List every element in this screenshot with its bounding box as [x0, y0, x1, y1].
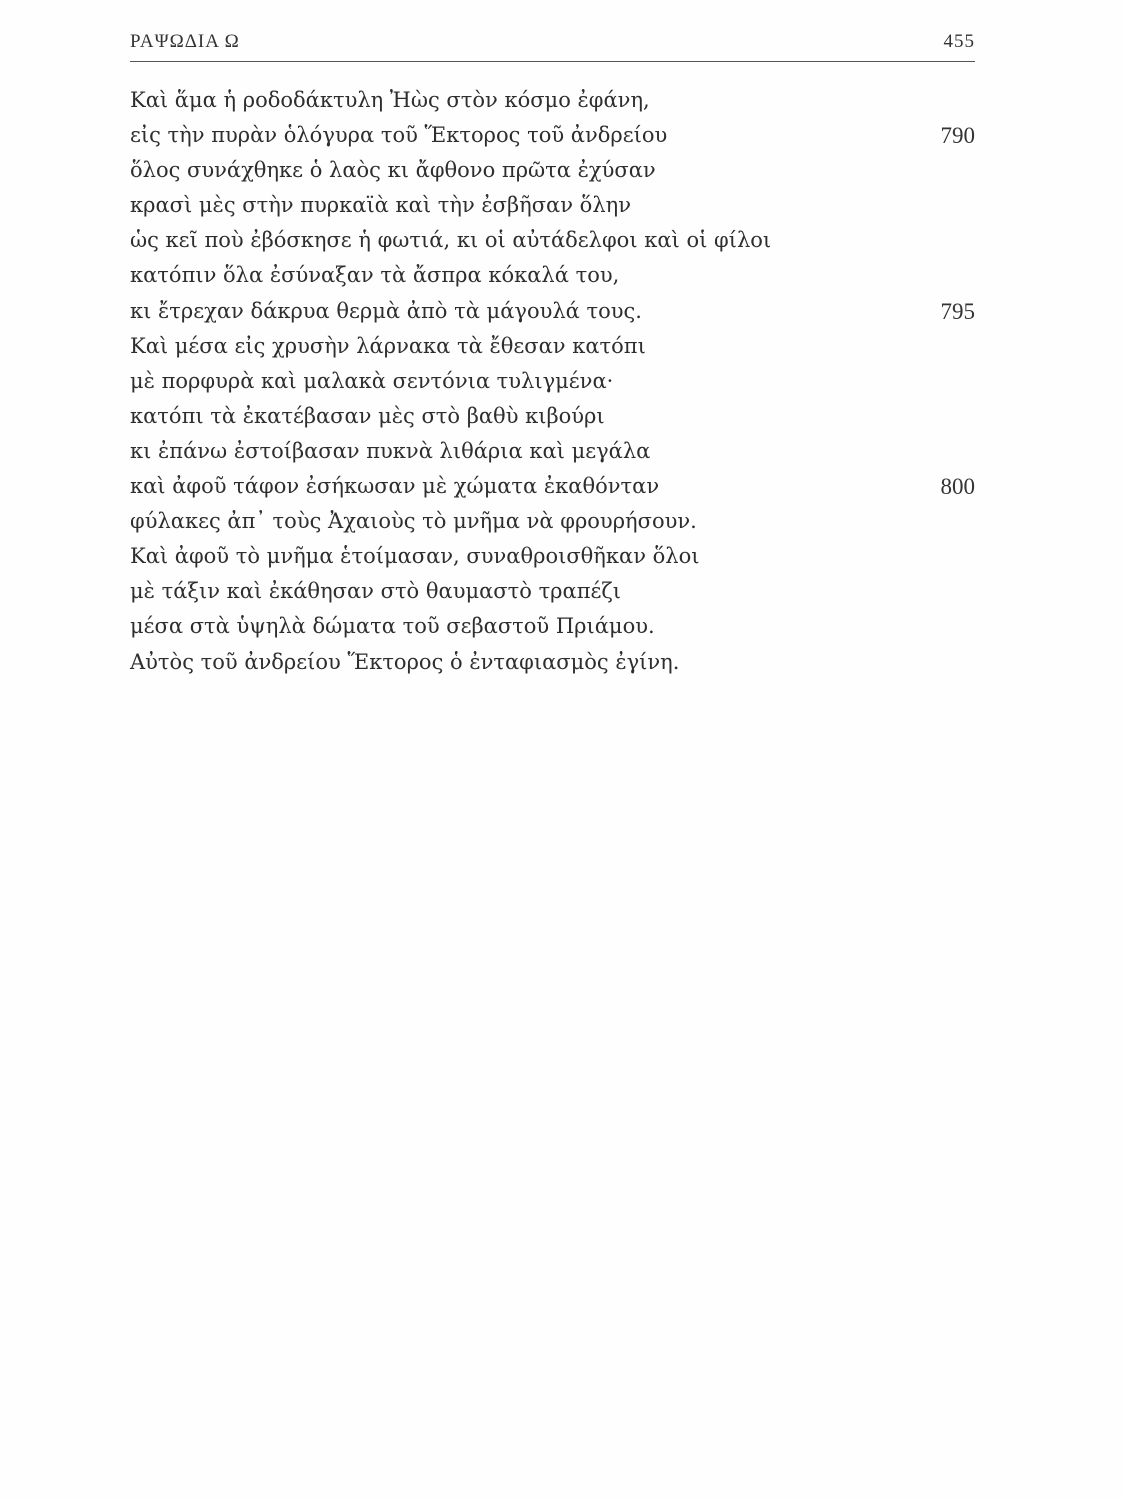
verse-text: κι ἐπάνω ἐστοίβασαν πυκνὰ λιθάρια καὶ μεγάλα: [130, 438, 651, 463]
verse-text: Καὶ ἅμα ἡ ροδοδάκτυλη Ἠὼς στὸν κόσμο ἐφάνη,: [130, 88, 650, 112]
verse-line: [130, 574, 975, 609]
page-number: 455: [943, 31, 975, 52]
verse-text: εἰς τὴν πυρὰν ὁλόγυρα τοῦ Ἕκτορος τοῦ ἀνδρείου: [130, 123, 668, 148]
verse-line: [130, 539, 975, 574]
line-number: 795: [940, 298, 975, 324]
verse-text: μὲ πορφυρὰ καὶ μαλακὰ σεντόνια τυλιγμένα·: [130, 368, 614, 393]
verse-text: μὲ τάξιν καὶ ἐκάθησαν στὸ θαυμαστὸ τραπέζι: [130, 579, 622, 604]
verse-text: Αὐτὸς τοῦ ἀνδρείου Ἕκτορος ὁ ἐνταφιασμὸς ἐγίνη.: [130, 649, 680, 674]
verse-text: ὅλος συνάχθηκε ὁ λαὸς κι ἄφθονο πρῶτα ἐχύσαν: [130, 158, 656, 183]
verse-line: [130, 364, 975, 399]
verse-line: [130, 645, 975, 680]
verse-line: [130, 504, 975, 539]
verse-text: μέσα στὰ ὑψηλὰ δώματα τοῦ σεβαστοῦ Πριάμου.: [130, 614, 655, 639]
verse-line: [130, 118, 975, 153]
verse-line: [130, 294, 975, 329]
verse-text: Καὶ ἀφοῦ τὸ μνῆμα ἑτοίμασαν, συναθροισθῆκαν ὅλοι: [130, 544, 700, 569]
verse-line: [130, 609, 975, 644]
verse-text: ὡς κεῖ ποὺ ἐβόσκησε ἡ φωτιά, κι οἱ αὐτάδελφοι καὶ οἱ φίλοι: [130, 228, 772, 253]
running-header: [130, 26, 975, 58]
verse-line: [130, 399, 975, 434]
verse-text: καὶ ἀφοῦ τάφον ἐσήκωσαν μὲ χώματα ἐκαθόνταν: [130, 474, 660, 499]
verse-text: κατόπι τὰ ἐκατέβασαν μὲς στὸ βαθὺ κιβούρι: [130, 403, 605, 428]
verse-text: φύλακες ἀπ᾽ τοὺς Ἀχαιοὺς τὸ μνῆμα νὰ φρουρήσουν.: [130, 509, 697, 534]
verse-line: [130, 223, 975, 258]
verse-line: [130, 258, 975, 293]
verse-text: Καὶ μέσα εἰς χρυσὴν λάρνακα τὰ ἔθεσαν κατόπι: [130, 333, 646, 358]
verse-block: [130, 83, 975, 680]
verse-line: [130, 188, 975, 223]
verse-line: [130, 329, 975, 364]
verse-line: [130, 434, 975, 469]
verse-line: [130, 469, 975, 504]
verse-text: κι ἔτρεχαν δάκρυα θερμὰ ἀπὸ τὰ μάγουλά τους.: [130, 298, 642, 323]
verse-text: κρασὶ μὲς στὴν πυρκαϊὰ καὶ τὴν ἐσβῆσαν ὅλην: [130, 193, 631, 218]
verse-text: κατόπιν ὅλα ἐσύναξαν τὰ ἄσπρα κόκαλά του,: [130, 263, 620, 288]
verse-line: [130, 83, 975, 118]
line-number: 800: [940, 474, 975, 500]
line-number: 790: [940, 123, 975, 149]
verse-line: [130, 153, 975, 188]
header-rule: [130, 61, 975, 62]
chapter-title: ΡΑΨΩΔΙΑ Ω: [130, 31, 240, 52]
